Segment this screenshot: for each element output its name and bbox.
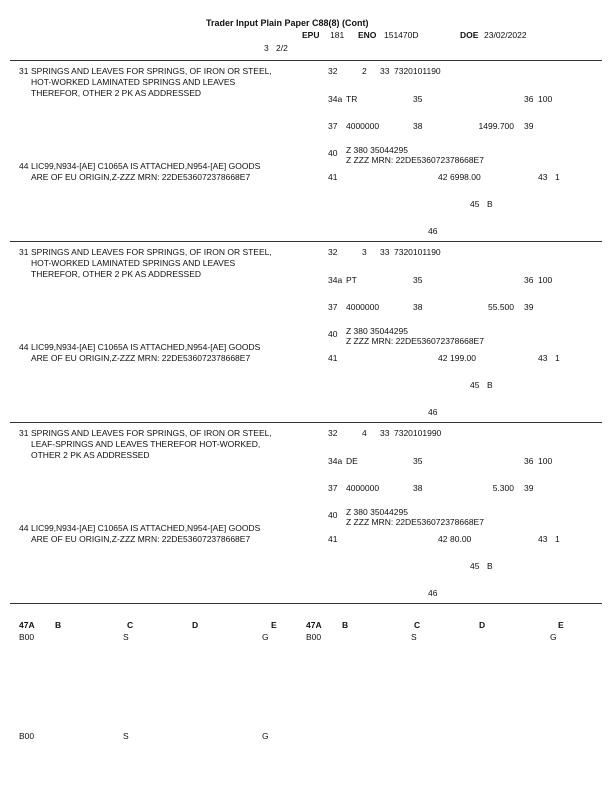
divider [10,60,602,61]
procedure-code: 4000000 [346,483,380,493]
box-45-label: 45 [470,380,480,390]
epu-label: EPU [302,30,320,40]
box-32-label: 32 [328,66,338,76]
box-42-label: 42 [438,172,448,182]
doe-value: 23/02/2022 [484,30,527,40]
eno-label: ENO [358,30,377,40]
country-of-origin: TR [346,94,358,104]
additional-information: LIC99,N934-[AE] C1065A IS ATTACHED,N954-[AE] GOODS [31,523,261,533]
box-44-label: 44 [19,342,29,352]
previous-document: Z ZZZ MRN: 22DE536072378668E7 [346,155,484,165]
box-34a-label: 34a [328,456,343,466]
commodity-code: 7320101190 [394,247,441,257]
epu-value: 181 [330,30,345,40]
box-43-label: 43 [538,172,548,182]
additional-information: LIC99,N934-[AE] C1065A IS ATTACHED,N954-[AE] GOODS [31,161,261,171]
box-40-label: 40 [328,148,338,158]
tax-code: S [123,731,129,741]
tax-type: B00 [19,632,35,642]
description-line: LEAF-SPRINGS AND LEAVES THEREFOR HOT-WORKED, [31,439,261,449]
box-36-label: 36 [524,456,534,466]
adjustment-code: B [487,380,493,390]
country-of-origin: PT [346,275,357,285]
box-39-label: 39 [524,302,534,312]
box-46-label: 46 [428,407,438,417]
box-39-label: 39 [524,121,534,131]
eno-value: 151470D [384,30,419,40]
box-44-label: 44 [19,161,29,171]
box-42-label: 42 [438,534,448,544]
adjustment-code: B [487,561,493,571]
box-36-label: 36 [524,275,534,285]
divider [10,603,602,604]
commodity-code: 7320101190 [394,66,441,76]
box-31-label: 31 [19,66,29,76]
box-38-label: 38 [413,483,423,493]
description-line: SPRINGS AND LEAVES FOR SPRINGS, OF IRON OR STEEL, [31,428,272,438]
valuation-method: 1 [555,353,560,363]
previous-document: Z 380 35044295 [346,145,408,155]
net-mass: 1499.700 [478,121,514,131]
tax-method: G [550,632,557,642]
valuation-method: 1 [555,172,560,182]
previous-document: Z 380 35044295 [346,326,408,336]
box-37-label: 37 [328,483,338,493]
tax-code: S [123,632,129,642]
box-36-label: 36 [524,94,534,104]
additional-information: ARE OF EU ORIGIN,Z-ZZZ MRN: 22DE536072378668E7 [31,353,251,363]
country-of-origin: DE [346,456,358,466]
box-33-label: 33 [380,247,390,257]
description-line: SPRINGS AND LEAVES FOR SPRINGS, OF IRON OR STEEL, [31,247,272,257]
procedure-code: 4000000 [346,302,380,312]
box-37-label: 37 [328,302,338,312]
description-line: HOT-WORKED LAMINATED SPRINGS AND LEAVES [31,77,236,87]
adjustment-code: B [487,199,493,209]
page-number: 3 [264,43,269,53]
item-price: 80.00 [450,534,472,544]
box-38-label: 38 [413,121,423,131]
description-line: THEREFOR, OTHER 2 PK AS ADDRESSED [31,269,202,279]
box-46-label: 46 [428,226,438,236]
item-number: 2 [362,66,367,76]
box-46-label: 46 [428,588,438,598]
column-d-header: D [192,620,199,630]
box-43-label: 43 [538,353,548,363]
box-34a-label: 34a [328,94,343,104]
goods-description [31,428,331,461]
column-c-header: C [414,620,421,630]
box-34a-label: 34a [328,275,343,285]
box-41-label: 41 [328,534,338,544]
box-40-label: 40 [328,329,338,339]
box-41-label: 41 [328,353,338,363]
description-line: SPRINGS AND LEAVES FOR SPRINGS, OF IRON OR STEEL, [31,66,272,76]
box-32-label: 32 [328,247,338,257]
tax-method: G [262,731,269,741]
box-39-label: 39 [524,483,534,493]
doe-label: DOE [460,30,479,40]
additional-information: ARE OF EU ORIGIN,Z-ZZZ MRN: 22DE536072378668E7 [31,534,251,544]
description-line: OTHER 2 PK AS ADDRESSED [31,450,150,460]
column-e-header: E [558,620,564,630]
description-line: HOT-WORKED LAMINATED SPRINGS AND LEAVES [31,258,236,268]
additional-information: LIC99,N934-[AE] C1065A IS ATTACHED,N954-[AE] GOODS [31,342,261,352]
box-41-label: 41 [328,172,338,182]
column-c-header: C [127,620,134,630]
goods-description [31,66,331,99]
column-b-header: B [55,620,62,630]
box-43-label: 43 [538,534,548,544]
divider [10,241,602,242]
column-d-header: D [479,620,486,630]
box-44-label: 44 [19,523,29,533]
commodity-code: 7320101990 [394,428,442,438]
preference-code: 100 [538,456,553,466]
item-number: 4 [362,428,367,438]
box-35-label: 35 [413,94,423,104]
valuation-method: 1 [555,534,560,544]
preference-code: 100 [538,275,553,285]
box-38-label: 38 [413,302,423,312]
procedure-code: 4000000 [346,121,380,131]
page-fraction: 2/2 [276,43,288,53]
box-40-label: 40 [328,510,338,520]
item-price: 199.00 [450,353,476,363]
box-47a-label: 47A [306,620,322,630]
box-45-label: 45 [470,199,480,209]
box-31-label: 31 [19,247,29,257]
box-31-label: 31 [19,428,29,438]
page-title: Trader Input Plain Paper C88(8) (Cont) [206,18,369,28]
box-35-label: 35 [413,456,423,466]
box-42-label: 42 [438,353,448,363]
box-37-label: 37 [328,121,338,131]
box-32-label: 32 [328,428,338,438]
net-mass: 5.300 [492,483,514,493]
goods-description [31,247,331,280]
net-mass: 55.500 [488,302,514,312]
previous-document: Z ZZZ MRN: 22DE536072378668E7 [346,517,484,527]
previous-document: Z ZZZ MRN: 22DE536072378668E7 [346,336,484,346]
tax-type: B00 [19,731,35,741]
tax-code: S [411,632,417,642]
box-33-label: 33 [380,428,390,438]
box-33-label: 33 [380,66,390,76]
tax-method: G [262,632,269,642]
box-47a-label: 47A [19,620,35,630]
item-number: 3 [362,247,367,257]
item-price: 6998.00 [450,172,481,182]
column-b-header: B [342,620,349,630]
box-35-label: 35 [413,275,423,285]
previous-document: Z 380 35044295 [346,507,408,517]
tax-type: B00 [306,632,322,642]
preference-code: 100 [538,94,553,104]
column-e-header: E [271,620,277,630]
description-line: THEREFOR, OTHER 2 PK AS ADDRESSED [31,88,202,98]
divider [10,422,602,423]
box-45-label: 45 [470,561,480,571]
additional-information: ARE OF EU ORIGIN,Z-ZZZ MRN: 22DE536072378668E7 [31,172,251,182]
